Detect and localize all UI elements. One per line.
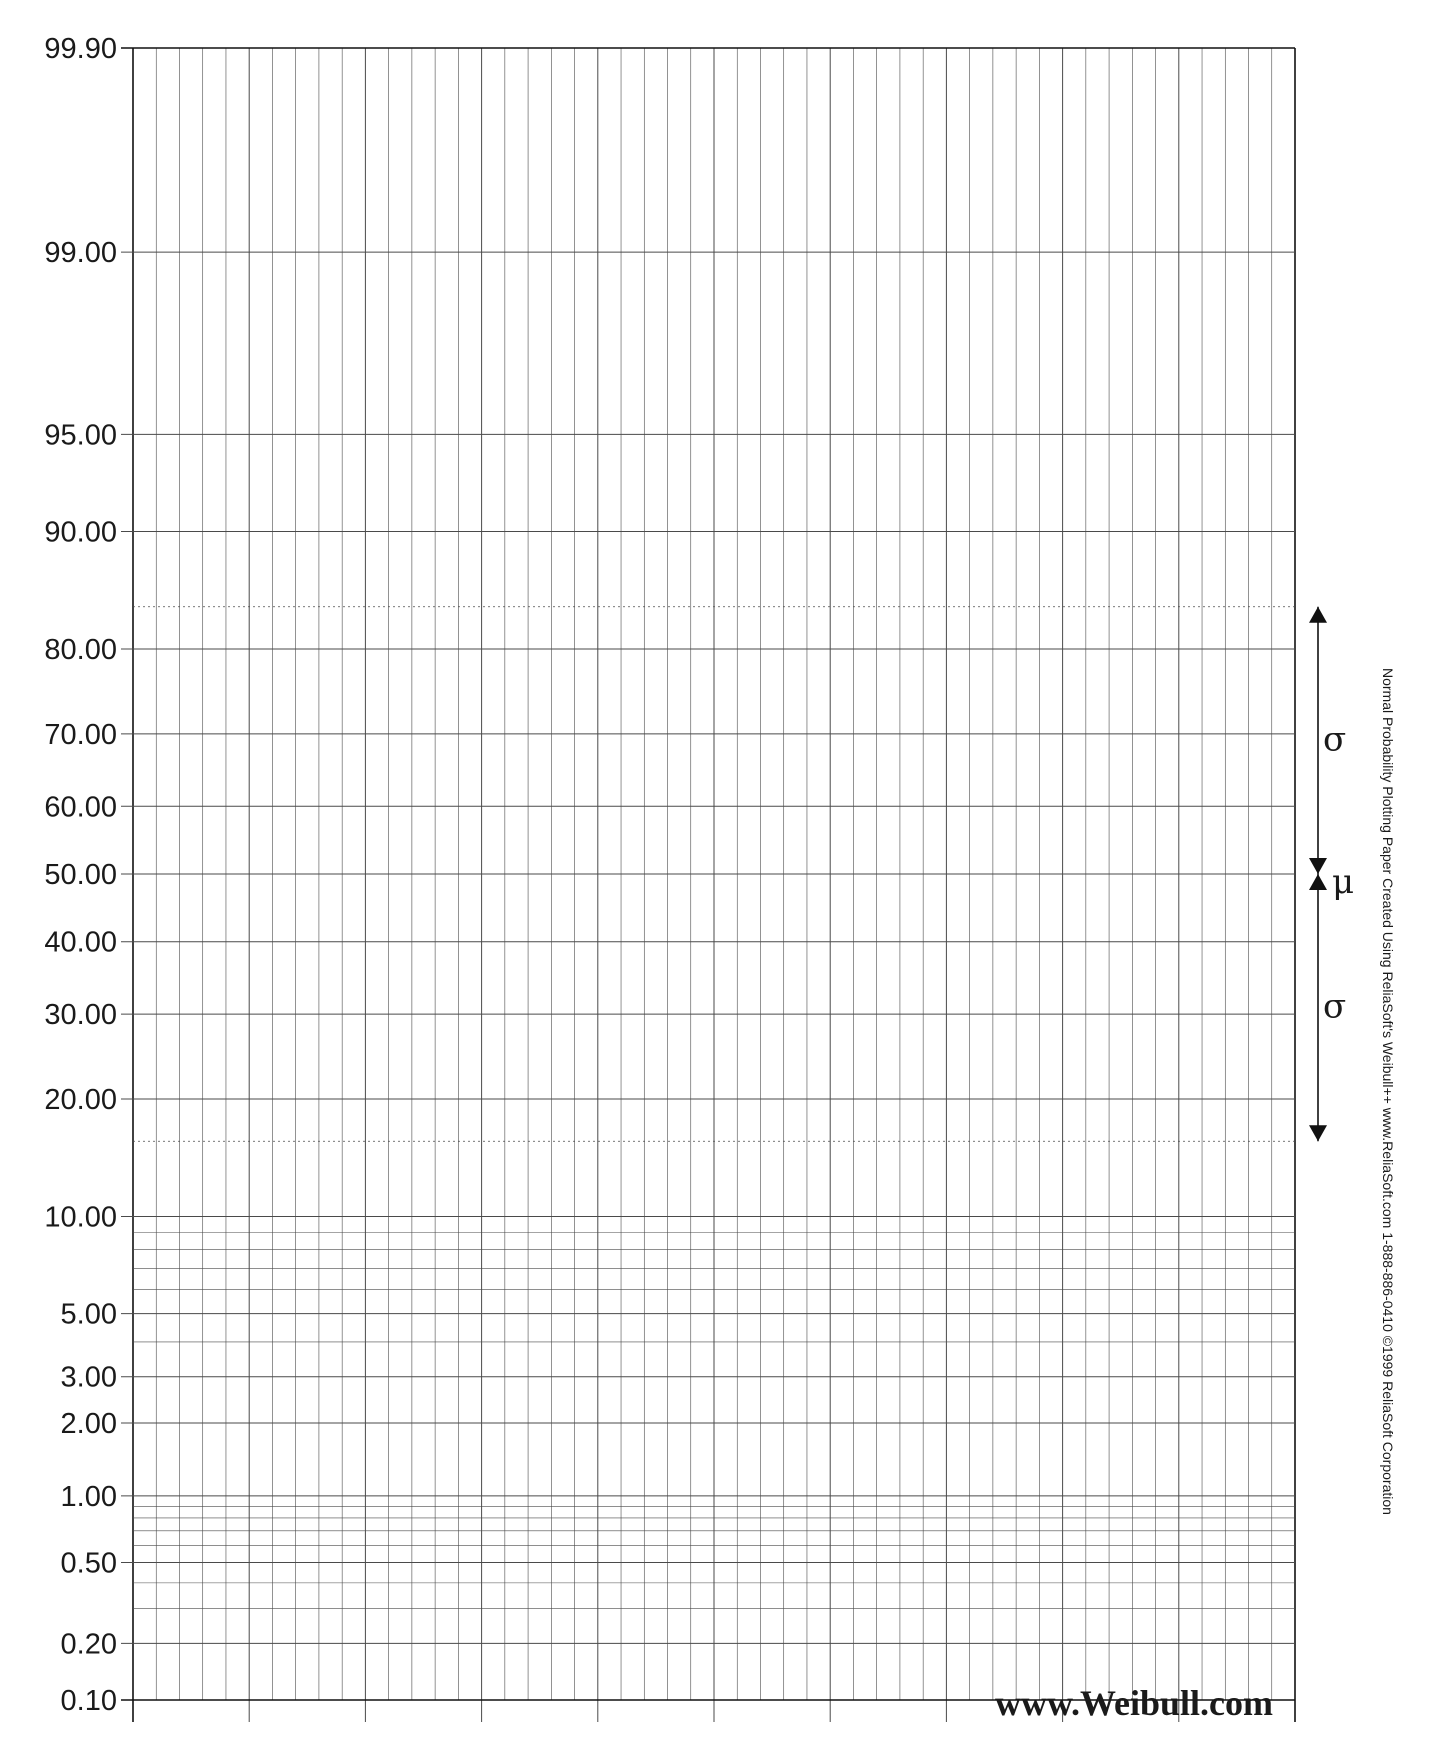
y-tick-label: 2.00 bbox=[60, 1407, 117, 1440]
arrowhead-mu-down bbox=[1309, 858, 1327, 874]
y-tick-label: 10.00 bbox=[44, 1201, 117, 1234]
y-tick-label: 50.00 bbox=[44, 859, 117, 891]
grid bbox=[121, 48, 1295, 1722]
y-tick-label: 99.00 bbox=[44, 237, 117, 270]
y-tick-label: 0.20 bbox=[60, 1628, 117, 1661]
mu-label: μ bbox=[1332, 862, 1355, 902]
y-tick-label: 3.00 bbox=[60, 1361, 117, 1394]
y-tick-label: 40.00 bbox=[44, 926, 117, 959]
y-tick-label: 60.00 bbox=[44, 791, 117, 824]
arrowhead-down bbox=[1309, 1125, 1327, 1141]
sigma-lower-label: σ bbox=[1323, 986, 1347, 1027]
arrowhead-mu-up bbox=[1309, 874, 1327, 890]
y-tick-labels bbox=[44, 33, 117, 1717]
y-tick-label: 5.00 bbox=[60, 1298, 117, 1331]
y-tick-label: 20.00 bbox=[44, 1083, 117, 1116]
y-tick-label: 0.10 bbox=[60, 1685, 117, 1717]
y-tick-label: 99.90 bbox=[44, 33, 117, 65]
sigma-mu-annotation bbox=[1309, 607, 1354, 1141]
side-note: Normal Probability Plotting Paper Created Using ReliaSoft's Weibull++ www.ReliaSoft.com 1-888-886-0410 ©1999 ReliaSoft Corporation bbox=[1380, 668, 1396, 1515]
y-tick-label: 30.00 bbox=[44, 999, 117, 1032]
arrowhead-up bbox=[1309, 607, 1327, 623]
y-tick-label: 0.50 bbox=[60, 1547, 117, 1580]
y-tick-label: 70.00 bbox=[44, 718, 117, 751]
y-tick-label: 95.00 bbox=[44, 419, 117, 452]
y-tick-label: 80.00 bbox=[44, 634, 117, 667]
website-watermark: www.Weibull.com bbox=[994, 1683, 1273, 1723]
y-tick-label: 90.00 bbox=[44, 516, 117, 549]
sigma-upper-label: σ bbox=[1323, 719, 1347, 760]
y-tick-label: 1.00 bbox=[60, 1480, 117, 1513]
